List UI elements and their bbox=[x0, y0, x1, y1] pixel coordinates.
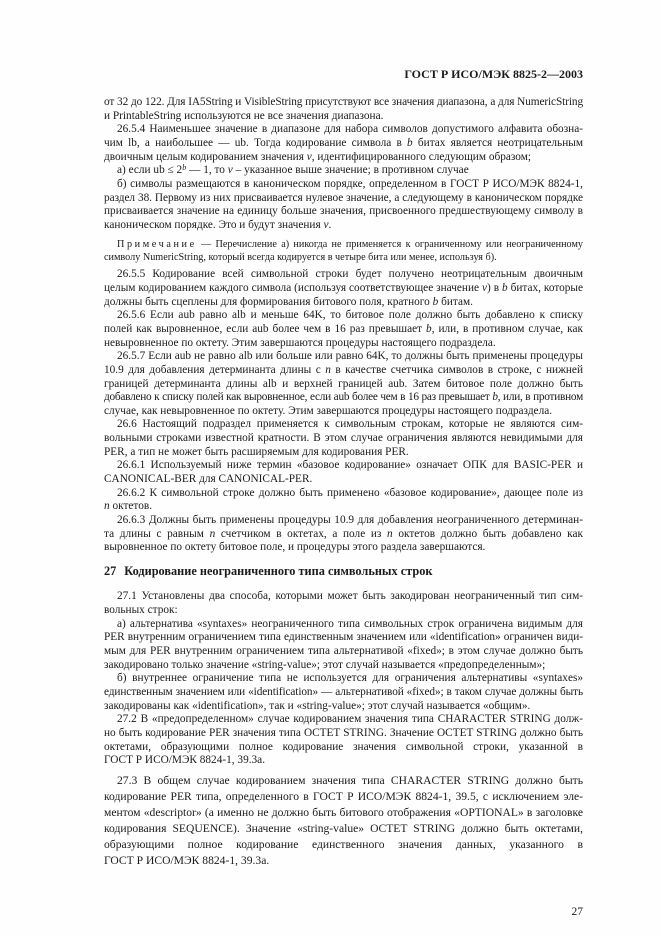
text-line: 27.1 Установлены два способа, которыми может быть закодирован неограниченный тип сим- bbox=[117, 590, 583, 603]
text-line: 26.6.1 Используемый ниже термин «базовое кодирование» означает ОПК для BASIC-PER и bbox=[117, 459, 583, 472]
text-segment: , идентифицированного следующим образом; bbox=[311, 150, 531, 163]
text-line: но быть кодирование PER значения типа OCTET STRING. Значение OCTET STRING должно быть bbox=[104, 726, 583, 739]
paragraph-27-3 bbox=[104, 773, 583, 869]
paragraph-26-6-3 bbox=[104, 514, 583, 555]
section-number: 27 bbox=[104, 563, 117, 578]
text-line bbox=[104, 500, 583, 514]
text-line: б) внутреннее ограничение типа не используется для ограничения альтернативы «syntaxes» bbox=[117, 672, 583, 685]
paragraph-27-2 bbox=[104, 713, 583, 768]
paragraph-26-6-1 bbox=[104, 459, 583, 486]
text-line bbox=[104, 296, 583, 310]
text-line: 26.5.4 Наименьшее значение в диапазоне для набора символов допустимого алфавита обозна- bbox=[117, 123, 583, 136]
text-line: выровненное по октету битовое поле, и процедуры этого раздела завершаются. bbox=[104, 541, 486, 554]
text-segment: та длины с равным bbox=[104, 527, 210, 540]
text-segment: в качестве счетчика символов в строке, с нижней bbox=[330, 363, 583, 376]
text-segment: добавлено к списку полей как выровненное, если aub более чем в 16 раз превышает bbox=[104, 391, 493, 404]
list-item-a bbox=[104, 618, 583, 673]
list-item-a bbox=[104, 164, 583, 178]
text-segment: полей как выровненное, если aub более чем в 16 раз превышает bbox=[104, 322, 427, 335]
text-line: PER внутренним ограничением типа единственным значением или «identification» ограничен види- bbox=[104, 631, 583, 644]
paragraph-26-5-6 bbox=[104, 309, 583, 350]
section-title: Кодирование неограниченного типа символьных строк bbox=[124, 563, 433, 578]
paragraph-27-1 bbox=[104, 590, 583, 617]
text-line bbox=[104, 282, 583, 296]
text-line: раздел 38. Первому из них присваивается нулевое значение, а следующему в каноническом порядке bbox=[104, 191, 583, 204]
text-line: 26.6 Настоящий подраздел применяется к символьным строкам, которые не являются сим- bbox=[117, 418, 583, 431]
text-line bbox=[104, 364, 583, 378]
text-line: ГОСТ Р ИСО/МЭК 8824-1, 39.3а. bbox=[104, 854, 270, 868]
paragraph-26-5-7 bbox=[104, 350, 583, 418]
variable-n: n bbox=[104, 500, 110, 513]
text-segment: октетов. bbox=[109, 500, 153, 513]
text-line: PER, а тип не может быть расширяемым для кодирования PER. bbox=[104, 445, 409, 458]
paragraph-26-6 bbox=[104, 418, 583, 459]
variable-v: v bbox=[227, 164, 233, 177]
list-item-b bbox=[104, 672, 583, 713]
variable-n: n bbox=[387, 527, 393, 540]
paragraph-26-5-4 bbox=[104, 123, 583, 164]
text-segment: октетов должно быть добавлено как bbox=[392, 527, 583, 540]
text-line: 26.6.3 Должны быть применены процедуры 10.9 для добавления неограниченного детерминан- bbox=[117, 514, 583, 527]
text-segment: ) в bbox=[487, 281, 502, 294]
text-line: закодировано только значение «string-value»; этот случай называется «предопределенным»; bbox=[104, 658, 546, 671]
text-line bbox=[104, 323, 583, 337]
page-number: 27 bbox=[571, 906, 583, 918]
text-line: случае, как невыровненное по октету. Этим завершаются процедуры настоящего подраздела. bbox=[104, 404, 553, 417]
text-segment: целым кодированием каждого символа (используя соответствующее значение bbox=[104, 281, 482, 294]
text-line: и PrintableString используются не все значения диапазона. bbox=[104, 109, 384, 122]
text-segment: , или, в противном случае, как bbox=[431, 322, 583, 335]
text-line: 27.2 В «предопределенном» случае кодированием значения типа CHARACTER STRING долж- bbox=[117, 713, 583, 726]
variable-n: n bbox=[325, 363, 331, 376]
text-line: от 32 до 122. Для IA5String и VisibleString присутствуют все значения диапазона, а для NumericString bbox=[104, 96, 583, 108]
text-segment: счетчиком в октетах, а поле из bbox=[215, 527, 388, 540]
text-line: ГОСТ Р ИСО/МЭК 8824-1, 39.3а. bbox=[104, 754, 266, 767]
note-label: Примечание bbox=[117, 238, 197, 250]
text-line: границей детерминанта длины alb и верхней границей aub. Затем битовое поле должно быть bbox=[104, 377, 583, 390]
note bbox=[104, 238, 583, 264]
text-line: вольными строками известной кратности. В этом случае ограничения являются невидимыми для bbox=[104, 432, 583, 445]
text-segment: должны быть сцеплены для формирования битового поля, кратного bbox=[104, 295, 433, 308]
variable-b: b bbox=[432, 295, 439, 308]
text-line: б) символы размещаются в каноническом порядке, определенном в ГОСТ Р ИСО/МЭК 8824-1, bbox=[117, 177, 583, 190]
text-segment: битам. bbox=[438, 295, 473, 308]
text-line: образующими полное кодирование единственного значения данных, указанного в bbox=[104, 838, 583, 852]
text-line: 26.5.6 Если aub равно alb и меньше 64K, то битовое поле должно быть добавлено к списку bbox=[117, 309, 583, 322]
variable-b: b bbox=[407, 136, 413, 149]
text-line: символу NumericString, который всегда кодируется в четыре бита или менее, используя б). bbox=[104, 251, 497, 263]
text-segment: битах является неотрицательным bbox=[412, 136, 583, 149]
text-line: присваивается значение на единицу больше значения, присвоенного предшествующему символу в bbox=[104, 205, 583, 218]
paragraph-continuation bbox=[104, 96, 583, 123]
text-segment: битах, которые bbox=[507, 281, 584, 294]
text-line bbox=[104, 391, 583, 405]
list-item-b bbox=[104, 178, 583, 233]
text-segment: а) если ub ≤ 2 bbox=[117, 164, 183, 177]
text-line: кодирование PER типа, определенного в ГОСТ Р ИСО/МЭК 8824-1, 39.5, с исключением эле- bbox=[104, 790, 583, 804]
text-line bbox=[104, 528, 583, 542]
text-line bbox=[104, 219, 583, 233]
text-line: кодирования SEQUENCE). Значение «string-value» OCTET STRING должно быть октетами, bbox=[104, 822, 583, 836]
text-segment: двоичным целым кодированием значения bbox=[104, 150, 307, 163]
text-segment: , или, в противном bbox=[497, 391, 583, 404]
text-line: 26.6.2 К символьной строке должно быть применено «базовое кодирование», дающее поле из bbox=[117, 486, 583, 499]
section-heading bbox=[104, 564, 583, 579]
variable-v: v bbox=[481, 281, 487, 294]
text-line: 26.5.5 Кодирование всей символьной строки будет получено неотрицательным двоичным bbox=[117, 268, 583, 281]
text-line: невыровненное по октету. Этим завершаются процедуры настоящего подраздела. bbox=[104, 336, 496, 349]
text-line: CANONICAL-BER для CANONICAL-PER. bbox=[104, 473, 313, 486]
variable-b: b bbox=[492, 391, 498, 404]
text-segment: — Перечисление а) никогда не применяется к ограниченному или неограниченному bbox=[196, 238, 583, 250]
text-segment: — 1, то bbox=[186, 164, 228, 177]
text-line bbox=[104, 137, 583, 151]
paragraph-26-6-2 bbox=[104, 487, 583, 514]
variable-v: v bbox=[306, 150, 312, 163]
text-segment: – указанное выше значение; в противном случае bbox=[232, 164, 469, 177]
text-line: единственным значением или «identification» — альтернативой «fixed»; в таком случае должны быть bbox=[104, 685, 583, 698]
exponent-b: b bbox=[182, 162, 187, 172]
text-line: ментом «descriptor» (а именно не должно быть битового отображения «OPTIONAL» в заголовке bbox=[104, 806, 583, 820]
variable-b: b bbox=[426, 322, 432, 335]
text-segment: каноническом порядке. Это и будут значения bbox=[104, 218, 324, 231]
running-header: ГОСТ Р ИСО/МЭК 8825-2—2003 bbox=[404, 67, 583, 81]
text-line: мым для PER внутренним ограничением типа альтернативой «fixed»; в этом случае должно быть bbox=[104, 644, 583, 657]
variable-n: n bbox=[209, 527, 216, 540]
text-line: октетами, образующими полное кодирование значения символьной строки, указанной в bbox=[104, 740, 583, 753]
text-segment: чим lb, а наибольшее — ub. Тогда кодирование символа в bbox=[104, 136, 408, 149]
variable-v: v bbox=[323, 218, 329, 231]
paragraph-26-5-5 bbox=[104, 268, 583, 309]
text-line bbox=[104, 151, 583, 165]
text-line bbox=[104, 164, 583, 178]
text-segment: . bbox=[328, 218, 332, 231]
variable-b: b bbox=[502, 281, 508, 294]
text-line: 26.5.7 Если aub не равно alb или больше или равно 64K, то должны быть применены процедуры bbox=[117, 350, 583, 363]
text-line: 27.3 В общем случае кодированием значения типа CHARACTER STRING должно быть bbox=[117, 774, 583, 788]
text-line: а) альтернатива «syntaxes» неограниченного типа символьных строк ограничена видимым для bbox=[117, 617, 583, 630]
text-column bbox=[104, 96, 583, 869]
text-line bbox=[104, 238, 583, 251]
text-segment: 10.9 для добавления детерминанта длины с bbox=[104, 363, 326, 376]
text-line: вольных строк: bbox=[104, 604, 178, 617]
text-line: закодированы как «identification», так и «string-value»; этот случай называется «общим». bbox=[104, 699, 531, 712]
